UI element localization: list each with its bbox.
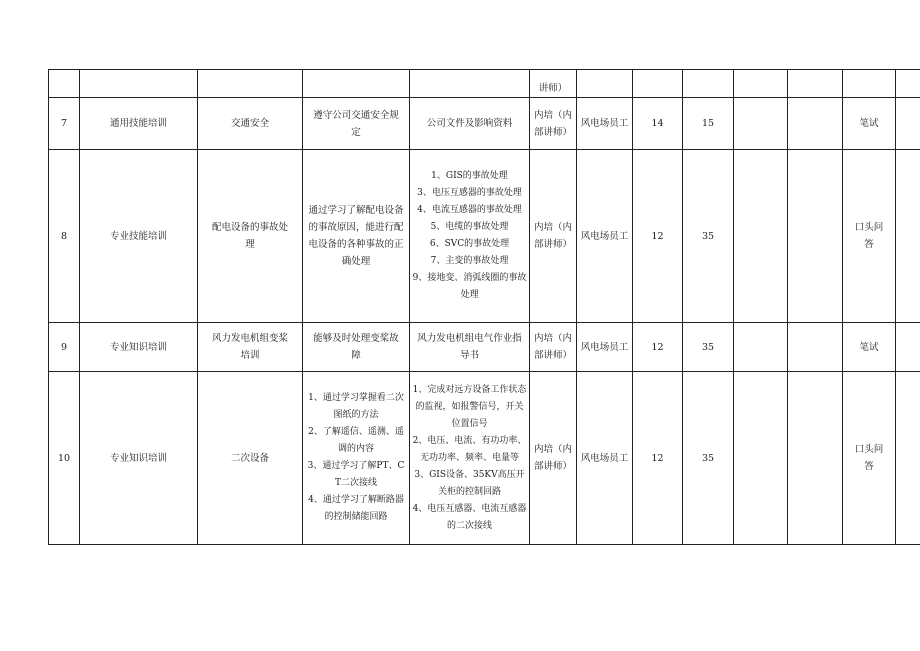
empty-cell xyxy=(896,323,920,372)
category-cell: 专业知识培训 xyxy=(80,372,198,545)
material-item: 9、接地变、消弧线圈的事故处理 xyxy=(412,273,527,300)
material-item: 3、电压互感器的事故处理 xyxy=(417,188,522,198)
goal-item: 3、通过学习了解PT、CT二次接线 xyxy=(307,461,405,488)
material-item: 2、电压、电流、有功功率、无功功率、频率、电量等 xyxy=(412,435,527,463)
empty-cell xyxy=(734,323,788,372)
category-cell xyxy=(80,70,198,98)
empty-cell xyxy=(788,323,843,372)
empty-cell xyxy=(734,150,788,323)
category-cell: 专业知识培训 xyxy=(80,323,198,372)
hours-cell xyxy=(633,70,683,98)
material-item: 7、主变的事故处理 xyxy=(430,256,509,266)
topic-cell xyxy=(198,70,303,98)
format-cell: 内培（内部讲师） xyxy=(530,98,577,150)
no-cell: 8 xyxy=(49,150,80,323)
material-item: 6、SVC的事故处理 xyxy=(429,239,510,249)
goal-item: 2、了解遥信、遥测、遥调的内容 xyxy=(308,427,404,454)
materials-cell xyxy=(410,150,530,323)
count-cell: 35 xyxy=(683,150,734,323)
no-cell: 7 xyxy=(49,98,80,150)
materials-cell: 风力发电机组电气作业指导书 xyxy=(410,323,530,372)
empty-cell xyxy=(734,372,788,545)
no-cell xyxy=(49,70,80,98)
goal-item: 1、通过学习掌握看二次图纸的方法 xyxy=(308,393,404,420)
material-item: 3、GIS设备、35KV高压开关柜的控制回路 xyxy=(414,469,525,497)
table-row xyxy=(49,323,920,372)
format-cell: 内培（内部讲师） xyxy=(530,372,577,545)
goal-item: 4、通过学习了解断路器的控制储能回路 xyxy=(308,495,404,522)
goal-cell: 通过学习了解配电设备的事故原因，能进行配电设备的各种事故的正确处理 xyxy=(303,150,410,323)
empty-cell xyxy=(896,98,920,150)
assessment-cell: 笔试 xyxy=(843,323,896,372)
assessment-cell: 口头问答 xyxy=(843,150,896,323)
count-cell xyxy=(683,70,734,98)
count-cell: 35 xyxy=(683,323,734,372)
audience-cell xyxy=(577,70,633,98)
format-cell: 内培（内部讲师） xyxy=(530,323,577,372)
empty-cell xyxy=(896,150,920,323)
goal-cell: 能够及时处理变桨故障 xyxy=(303,323,410,372)
category-cell: 专业技能培训 xyxy=(80,150,198,323)
materials-cell xyxy=(410,70,530,98)
audience-cell: 风电场员工 xyxy=(577,372,633,545)
category-cell: 通用技能培训 xyxy=(80,98,198,150)
empty-cell xyxy=(788,372,843,545)
assessment-cell xyxy=(843,70,896,98)
empty-cell xyxy=(896,372,920,545)
material-item: 5、电缆的事故处理 xyxy=(430,222,509,232)
table-row xyxy=(49,150,920,323)
empty-cell xyxy=(734,98,788,150)
materials-cell xyxy=(410,372,530,545)
empty-cell xyxy=(788,150,843,323)
topic-cell: 交通安全 xyxy=(198,98,303,150)
goal-cell: 遵守公司交通安全规定 xyxy=(303,98,410,150)
table-row xyxy=(49,98,920,150)
audience-cell: 风电场员工 xyxy=(577,150,633,323)
empty-cell xyxy=(896,70,920,98)
assessment-cell: 笔试 xyxy=(843,98,896,150)
topic-cell: 风力发电机组变桨培训 xyxy=(198,323,303,372)
empty-cell xyxy=(734,70,788,98)
goal-cell xyxy=(303,70,410,98)
training-plan-table xyxy=(48,69,920,545)
audience-cell: 风电场员工 xyxy=(577,98,633,150)
audience-cell: 风电场员工 xyxy=(577,323,633,372)
format-cell: 内培（内部讲师） xyxy=(530,150,577,323)
hours-cell: 14 xyxy=(633,98,683,150)
format-cell: 讲师） xyxy=(530,70,577,98)
hours-cell: 12 xyxy=(633,372,683,545)
materials-cell: 公司文件及影响资料 xyxy=(410,98,530,150)
goal-cell xyxy=(303,372,410,545)
table-row xyxy=(49,70,920,98)
empty-cell xyxy=(788,70,843,98)
hours-cell: 12 xyxy=(633,150,683,323)
material-item: 4、电压互感器、电流互感器的二次接线 xyxy=(412,503,527,531)
empty-cell xyxy=(788,98,843,150)
material-item: 4、电流互感器的事故处理 xyxy=(417,205,522,215)
topic-cell: 二次设备 xyxy=(198,372,303,545)
material-item: 1、GIS的事故处理 xyxy=(431,171,508,181)
assessment-cell: 口头问答 xyxy=(843,372,896,545)
topic-cell: 配电设备的事故处理 xyxy=(198,150,303,323)
material-item: 1、完成对远方设备工作状态的监视，如报警信号，开关位置信号 xyxy=(412,384,527,429)
count-cell: 15 xyxy=(683,98,734,150)
table-row xyxy=(49,372,920,545)
count-cell: 35 xyxy=(683,372,734,545)
hours-cell: 12 xyxy=(633,323,683,372)
no-cell: 9 xyxy=(49,323,80,372)
no-cell: 10 xyxy=(49,372,80,545)
